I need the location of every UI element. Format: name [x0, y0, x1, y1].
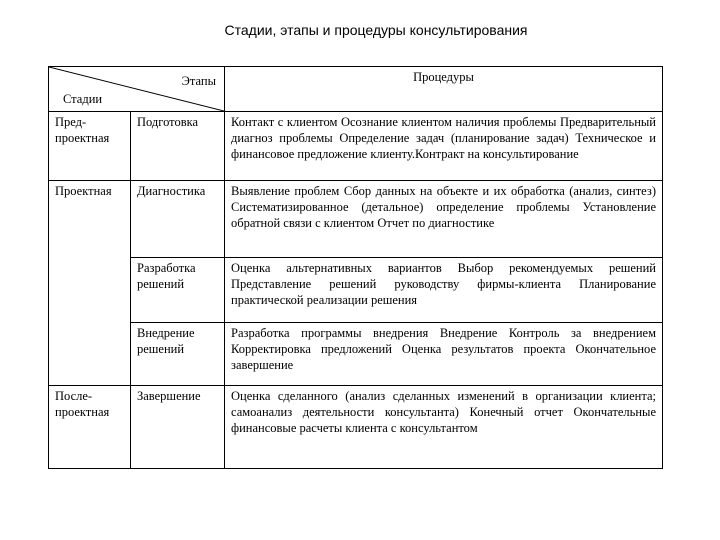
page-title: Стадии, этапы и процедуры консультирования	[224, 22, 528, 38]
etap-cell: Диагностика	[131, 181, 225, 258]
header-etapy: Этапы	[181, 74, 216, 88]
table-row	[49, 258, 663, 323]
procedures-cell: Выявление проблем Сбор данных на объекте и их обработка (анализ, синтез) Систематизированное (детальное) определение проблемы Установление обратной связи с клиентом Отчет по диагностике	[225, 181, 663, 258]
table-row	[49, 386, 663, 469]
stage-cell: Пред-проектная	[49, 112, 131, 181]
etap-cell: Подготовка	[131, 112, 225, 181]
header-diagonal-cell	[49, 67, 225, 112]
header-row	[49, 67, 663, 112]
table-row	[49, 112, 663, 181]
etap-cell: Внедрение решений	[131, 323, 225, 386]
consulting-stages-table	[48, 66, 663, 469]
etap-cell: Разработка решений	[131, 258, 225, 323]
header-procedures: Процедуры	[225, 67, 663, 112]
stage-cell: Проектная	[49, 181, 131, 386]
procedures-cell: Оценка сделанного (анализ сделанных изменений в организации клиента; самоанализ деятельности консультанта) Конечный отчет Окончательные финансовые расчеты клиента с консультантом	[225, 386, 663, 469]
table-row	[49, 181, 663, 258]
table-row	[49, 323, 663, 386]
procedures-cell: Контакт с клиентом Осознание клиентом наличия проблемы Предварительный диагноз проблемы Определение задач (планирование задач) Техническое и финансовое предложение клиенту.Контракт на консультирование	[225, 112, 663, 181]
etap-cell: Завершение	[131, 386, 225, 469]
stage-cell: После-проектная	[49, 386, 131, 469]
header-stages: Стадии	[63, 92, 103, 106]
procedures-cell: Оценка альтернативных вариантов Выбор рекомендуемых решений Представление решений руководству фирмы-клиента Планирование практической реализации решения	[225, 258, 663, 323]
procedures-cell: Разработка программы внедрения Внедрение Контроль за внедрением Корректировка предложений Оценка результатов проекта Окончательное завершение	[225, 323, 663, 386]
